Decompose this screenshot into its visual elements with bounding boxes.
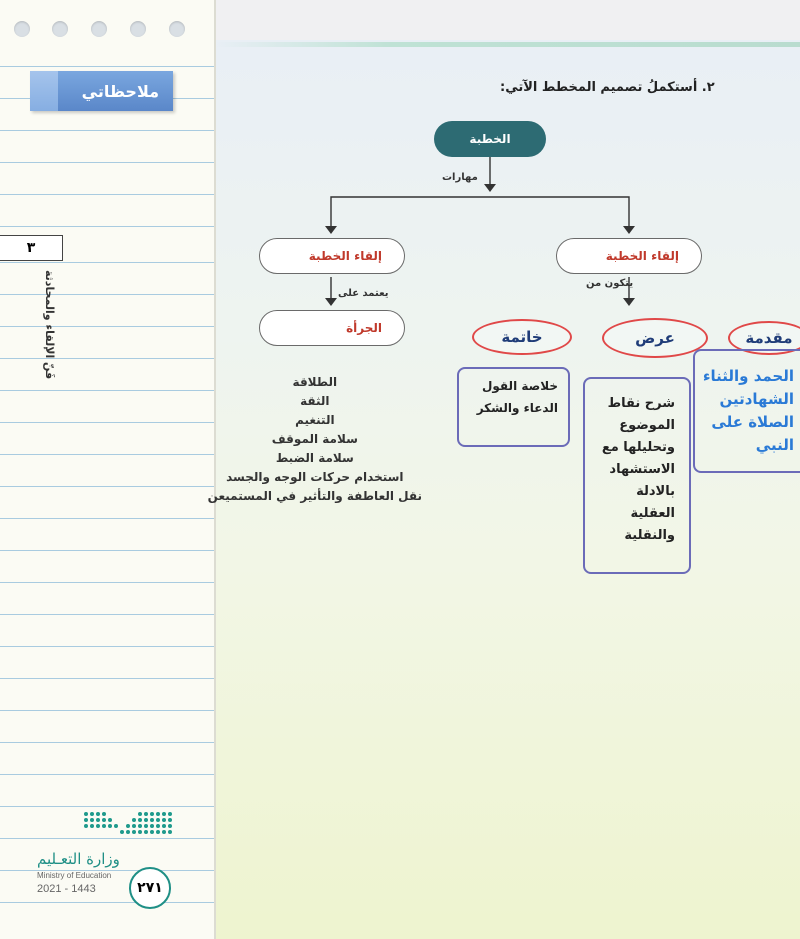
unit-title: فَنّ الإلقاء والمحادثة: [43, 270, 56, 380]
part-intro-label: مقدمة: [745, 329, 793, 347]
part-body-box: [583, 377, 691, 574]
unit-number: ٣: [26, 240, 36, 256]
left-branch-node: [259, 238, 405, 274]
arrowhead-icon: [623, 226, 635, 234]
list-item: نقل العاطفة والتأثير في المستميعن: [207, 489, 422, 503]
list-item: التنغيم: [295, 413, 335, 427]
part-body-content: شرح نقاط الموضوع وتحليلها مع الاستشهاد بالادلة العقلية والنقلية: [601, 396, 675, 543]
part-conclusion-label: خاتمة: [501, 328, 543, 346]
list-item: استخدام حركات الوجه والجسد: [226, 470, 404, 484]
left-child-node: [259, 310, 405, 346]
list-item: سلامة الضبط: [275, 451, 354, 465]
list-item: الثقة: [300, 394, 330, 408]
arrowhead-icon: [623, 298, 635, 306]
right-branch-node: [556, 238, 702, 274]
root-node-label: الخطبة: [469, 132, 511, 146]
part-conclusion-content: خلاصة القول الدعاء والشكر: [476, 379, 558, 415]
part-conclusion-box: [457, 367, 570, 447]
root-link-label: مهارات: [442, 172, 478, 183]
left-branch-label: إلقاء الخطبة: [308, 249, 382, 263]
left-child-label: الجرأة: [346, 321, 382, 335]
part-intro-content: الحمد والثناء الشهادتين الصلاة على النبي: [702, 367, 794, 454]
root-node: [434, 121, 546, 157]
part-conclusion-oval: [472, 319, 572, 355]
page-number-value: ٢٧١: [137, 880, 163, 896]
notes-title: ملاحظاتي: [81, 81, 159, 101]
ministry-name-english: Ministry of Education: [37, 871, 112, 880]
list-item: الطلاقة: [292, 375, 338, 389]
branch-connector: [331, 197, 629, 230]
list-item: سلامة الموقف: [271, 432, 358, 446]
arrowhead-icon: [325, 226, 337, 234]
ministry-name-arabic: وزارة التعـليم: [37, 850, 120, 868]
part-body-oval: [602, 318, 708, 358]
part-body-label: عرض: [635, 329, 675, 347]
skills-list: [208, 373, 422, 506]
arrowhead-icon: [325, 298, 337, 306]
arrowhead-icon: [484, 184, 496, 192]
right-branch-label: إلقاء الخطبة: [605, 249, 679, 263]
exercise-instruction: ٢. أستكملُ تصميم المخطط الآتي:: [500, 80, 715, 95]
left-link-label: يعتمد على: [338, 288, 389, 299]
right-link-label: يتكون من: [586, 278, 634, 289]
edition-year: 2021 - 1443: [37, 883, 96, 895]
part-intro-box: [693, 349, 800, 473]
